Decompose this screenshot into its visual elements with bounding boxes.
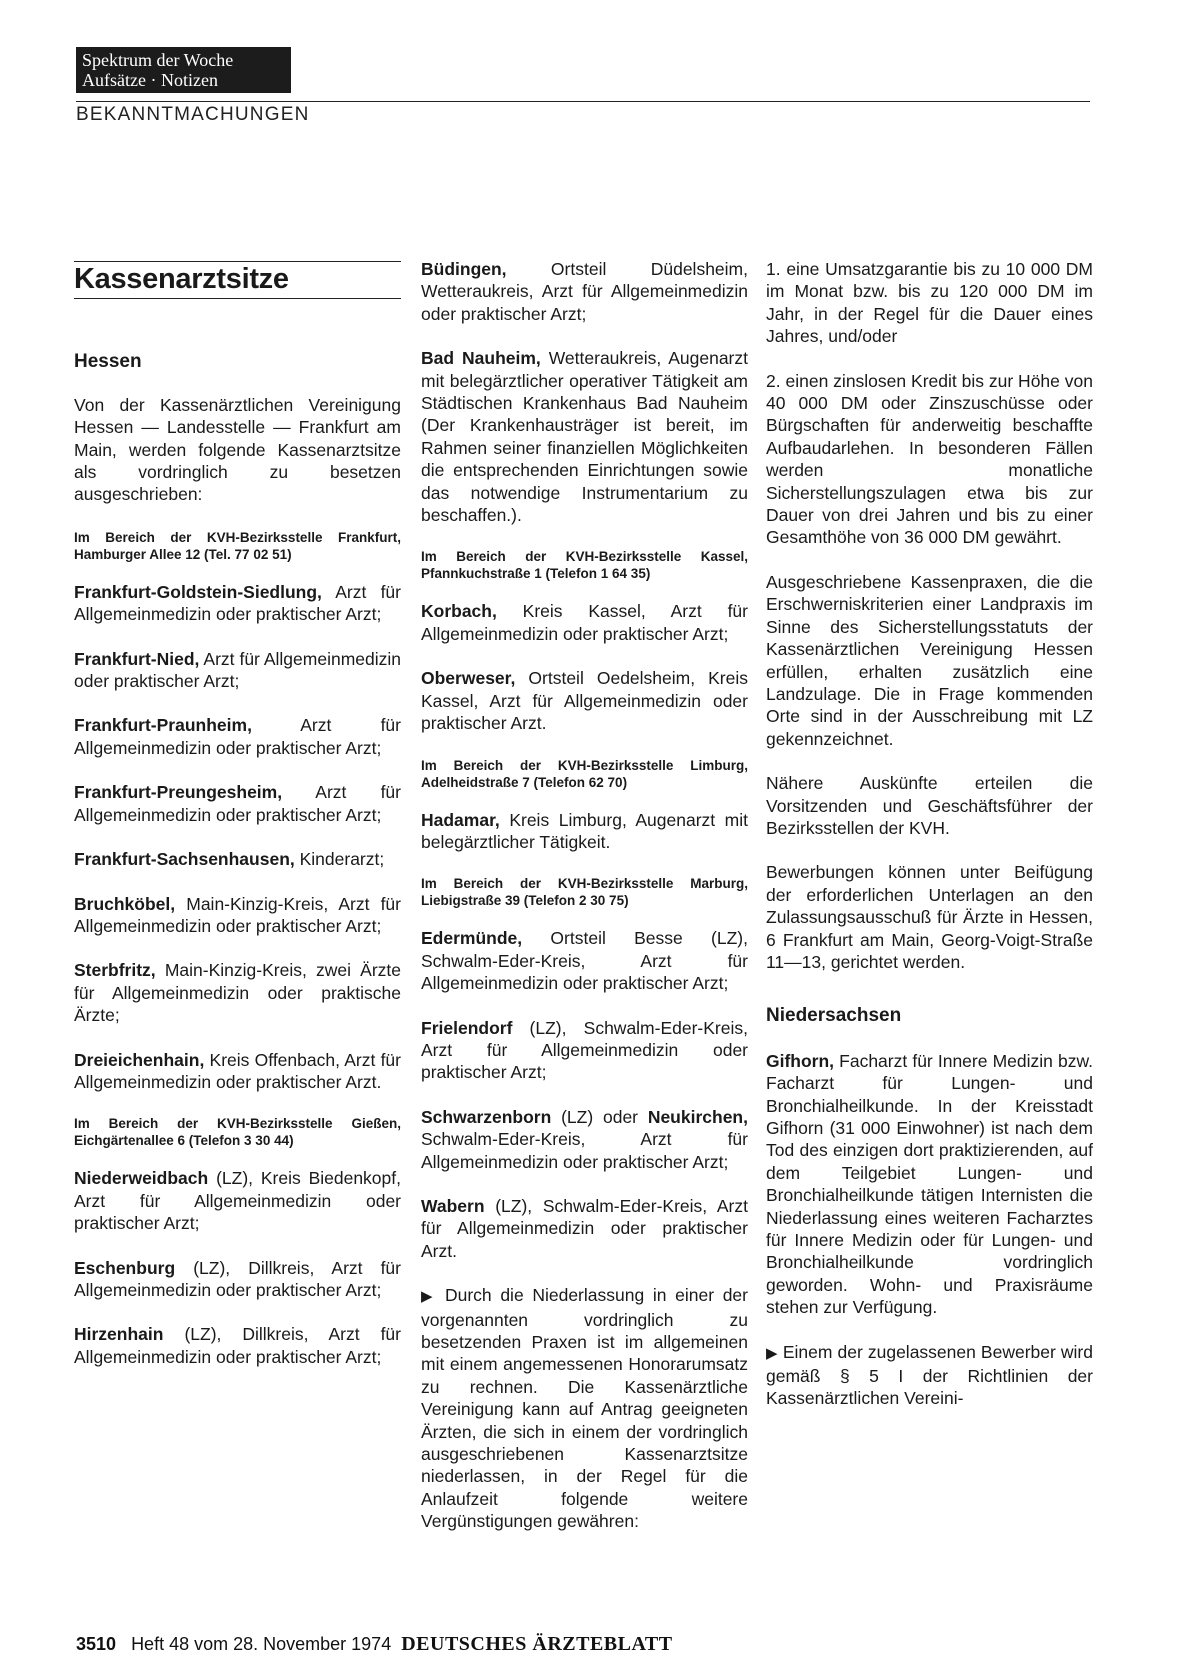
- bereich-frankfurt: Im Bereich der KVH-Bezirksstelle Frankfurt, Hamburger Allee 12 (Tel. 77 02 51): [74, 529, 401, 562]
- benefit-2: 2. einen zinslosen Kredit bis zur Höhe von 40 000 DM oder Zinszuschüsse oder Bürgschaften für anderweitig beschaffte Aufbaudarlehen. In besonderen Fällen werden monatliche Sicherstellungszulagen etwa bis zur Dauer von drei Jahren und bis zu einer Gesamthöhe von 36 000 DM gewährt.: [766, 370, 1093, 548]
- list-item: Hadamar, Kreis Limburg, Augenarzt mit belegärztlicher Tätigkeit.: [421, 809, 748, 852]
- list-item: Bruchköbel, Main-Kinzig-Kreis, Arzt für Allgemeinmedizin oder praktischer Arzt;: [74, 893, 401, 936]
- list-item: Frankfurt-Goldstein-Siedlung, Arzt für Allgemeinmedizin oder praktischer Arzt;: [74, 581, 401, 625]
- section-label: BEKANNTMACHUNGEN: [76, 104, 310, 125]
- article-title: Kassenarztsitze: [74, 263, 289, 295]
- list-item: Niederweidbach (LZ), Kreis Biedenkopf, Arzt für Allgemeinmedizin oder praktischer Arzt;: [74, 1168, 401, 1234]
- bereich-limburg: Im Bereich der KVH-Bezirksstelle Limburg, Adelheidstraße 7 (Telefon 62 70): [421, 757, 748, 790]
- triangle-icon: ▶: [766, 1344, 778, 1362]
- bereich-kassel: Im Bereich der KVH-Bezirksstelle Kassel, Pfannkuchstraße 1 (Telefon 1 64 35): [421, 549, 748, 582]
- section-header-box: [76, 47, 291, 93]
- list-item: Büdingen, Ortsteil Düdelsheim, Wetteraukreis, Arzt für Allgemeinmedizin oder praktischer Arzt;: [421, 259, 748, 324]
- header-rule: [76, 101, 1090, 102]
- list-item: Oberweser, Ortsteil Oedelsheim, Kreis Kassel, Arzt für Allgemeinmedizin oder praktischer Arzt.: [421, 668, 748, 734]
- list-item: Eschenburg (LZ), Dillkreis, Arzt für Allgemeinmedizin oder praktischer Arzt;: [74, 1257, 401, 1300]
- landzulage-paragraph: Ausgeschriebene Kassenpraxen, die die Erschwerniskriterien einer Landpraxis im Sinne des Sicherstellungsstatuts der Kassenärztlichen Vereinigung Hessen erfüllen, erhalten zusätzlich eine Landzulage. Die in Frage kommenden Orte sind in der Ausschreibung mit LZ gekennzeichnet.: [766, 571, 1093, 749]
- list-item: Frankfurt-Sachsenhausen, Kinderarzt;: [74, 849, 385, 870]
- list-item: Edermünde, Ortsteil Besse (LZ), Schwalm-Eder-Kreis, Arzt für Allgemeinmedizin oder praktischer Arzt;: [421, 928, 748, 994]
- title-box: [74, 261, 401, 299]
- list-item: Frielendorf (LZ), Schwalm-Eder-Kreis, Arzt für Allgemeinmedizin oder praktischer Arzt;: [421, 1017, 748, 1083]
- bereich-giessen: Im Bereich der KVH-Bezirksstelle Gießen, Eichgärtenallee 6 (Telefon 3 30 44): [74, 1116, 401, 1149]
- auskuenfte-paragraph: Nähere Auskünfte erteilen die Vorsitzenden und Geschäftsführer der Bezirksstellen der KVH.: [766, 773, 1093, 838]
- list-item: Gifhorn, Facharzt für Innere Medizin bzw. Facharzt für Lungen- und Bronchialheilkunde. In der Kreisstadt Gifhorn (31 000 Einwohner) ist nach dem Tod des einzigen dort praktizierenden, auf dem Teilgebiet Lungen- und Bronchialheilkunde tätigen Internisten die Niederlassung eines weiteren Facharztes für Innere Medizin oder für Lungen- und Bronchialheilkunde vordringlich geworden. Wohn- und Praxisräume stehen zur Verfügung.: [766, 1050, 1093, 1318]
- magazine-name: DEUTSCHES ÄRZTEBLATT: [401, 1633, 673, 1655]
- list-item: Dreieichenhain, Kreis Offenbach, Arzt für Allgemeinmedizin oder praktischer Arzt.: [74, 1049, 401, 1092]
- intro-paragraph: Von der Kassenärztlichen Vereinigung Hessen — Landesstelle — Frankfurt am Main, werden folgende Kassenarztsitze als vordringlich zu besetzen ausgeschrieben:: [74, 394, 401, 505]
- issue-info: Heft 48 vom 28. November 1974: [131, 1634, 392, 1654]
- bereich-marburg: Im Bereich der KVH-Bezirksstelle Marburg, Liebigstraße 39 (Telefon 2 30 75): [421, 876, 748, 909]
- notice-paragraph-2: ▶ Einem der zugelassenen Bewerber wird gemäß § 5 I der Richtlinien der Kassenärztlichen Vereini-: [766, 1341, 1093, 1409]
- list-item: Bad Nauheim, Wetteraukreis, Augenarzt mit belegärztlicher operativer Tätigkeit am Städtischen Krankenhaus Bad Nauheim (Der Krankenhausträger ist bereit, im Rahmen seiner finanziellen Möglichkeiten die entsprechenden Einrichtungen sowie das notwendige Instrumentarium zu beschaffen.).: [421, 348, 748, 526]
- triangle-icon: ▶: [421, 1288, 437, 1306]
- page-number: 3510: [76, 1634, 117, 1654]
- header-line-2: Aufsätze · Notizen: [82, 70, 218, 90]
- list-item: Hirzenhain (LZ), Dillkreis, Arzt für Allgemeinmedizin oder praktischer Arzt;: [74, 1324, 401, 1367]
- list-item: Wabern (LZ), Schwalm-Eder-Kreis, Arzt für Allgemeinmedizin oder praktischer Arzt.: [421, 1195, 748, 1261]
- header-line-1: Spektrum der Woche: [82, 50, 234, 70]
- column-2: [421, 258, 748, 1555]
- column-3: [766, 258, 1093, 1432]
- bewerbungen-paragraph: Bewerbungen können unter Beifügung der erforderlichen Unterlagen an den Zulassungsausschuß für Ärzte in Hessen, 6 Frankfurt am Main, Georg-Voigt-Straße 11—13, gerichtet werden.: [766, 862, 1093, 972]
- niedersachsen-heading: Niedersachsen: [766, 1005, 902, 1027]
- list-item: Korbach, Kreis Kassel, Arzt für Allgemeinmedizin oder praktischer Arzt;: [421, 601, 748, 644]
- list-item: Sterbfritz, Main-Kinzig-Kreis, zwei Ärzte für Allgemeinmedizin oder praktische Ärzte;: [74, 960, 401, 1026]
- benefit-1: 1. eine Umsatzgarantie bis zu 10 000 DM im Monat bzw. bis zu 120 000 DM im Jahr, in der Regel für die Dauer eines Jahres, und/oder: [766, 259, 1093, 347]
- page-footer: [76, 1633, 673, 1656]
- column-1: [74, 258, 401, 1390]
- notice-paragraph: ▶ Durch die Niederlassung in einer der vorgenannten vordringlich zu besetzenden Praxen ist im allgemeinen mit einem angemessenen Honorarumsatz zu rechnen. Die Kassenärztliche Vereinigung kann auf Antrag geeigneten Ärzten, die sich in einem der vordringlich ausgeschriebenen Kassenarztsitze niederlassen, in der Regel für die Anlaufzeit folgende weitere Vergünstigungen gewähren:: [421, 1285, 748, 1532]
- list-item: Frankfurt-Praunheim, Arzt für Allgemeinmedizin oder praktischer Arzt;: [74, 715, 401, 758]
- hessen-heading: Hessen: [74, 351, 142, 373]
- list-item: Frankfurt-Nied, Arzt für Allgemeinmedizin oder praktischer Arzt;: [74, 648, 401, 692]
- list-item: Schwarzenborn (LZ) oder Neukirchen, Schwalm-Eder-Kreis, Arzt für Allgemeinmedizin oder praktischer Arzt;: [421, 1106, 748, 1172]
- list-item: Frankfurt-Preungesheim, Arzt für Allgemeinmedizin oder praktischer Arzt;: [74, 782, 401, 825]
